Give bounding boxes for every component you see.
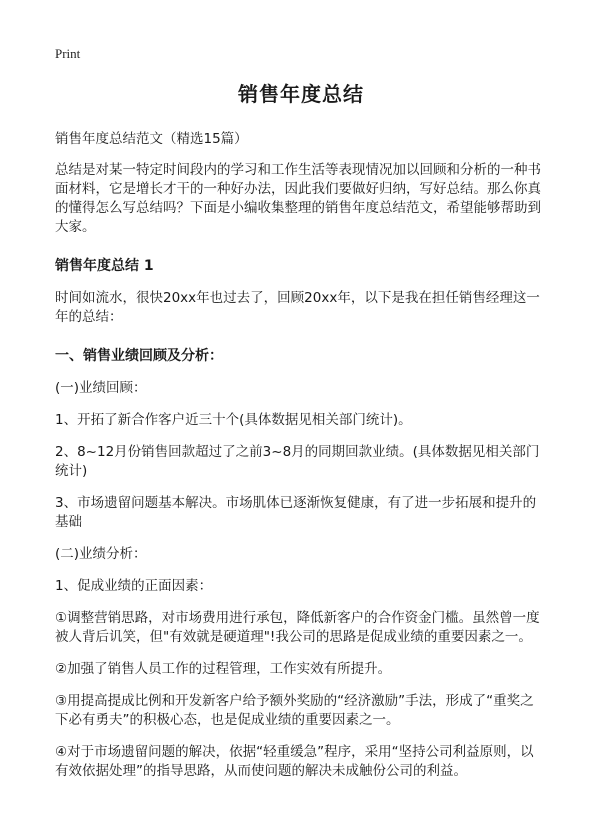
document-title: 销售年度总结 — [238, 82, 364, 106]
paragraph-3: 3、市场遗留问题基本解决。市场肌体已逐渐恢复健康，有了进一步拓展和提升的基础 — [55, 495, 537, 530]
intro-paragraph: 总结是对某一特定时间段内的学习和工作生活等表现情况加以回顾和分析的一种书面材料，它是增长才干的一种好办法，因此我们要做好归纳，写好总结。那么你真的懂得怎么写总结吗？下面是小编收集整理的销售年度总结范文，希望能够帮助到大家。 — [55, 162, 541, 235]
paragraph-9: ④对于市场遗留问题的解决，依据“轻重缓急”程序，采用“坚持公司利益原则，以有效依据处理”的指导思路，从而使问题的解决未成触份公司的利益。 — [55, 744, 534, 779]
section-heading: 销售年度总结 1 — [55, 258, 154, 274]
document-content — [55, 78, 547, 794]
paragraph-1: 1、开拓了新合作客户近三十个(具体数据见相关部门统计)。 — [55, 412, 412, 428]
paragraph-8: ③用提高提成比例和开发新客户给予额外奖励的“经济激励”手法，形成了“重奖之下必有勇夫”的积极心态，也是促成业绩的重要因素之一。 — [55, 693, 534, 728]
print-link[interactable]: Print — [55, 46, 81, 61]
paragraph-4: (二)业绩分析： — [55, 546, 147, 562]
opening-paragraph: 时间如流水，很快20xx年也过去了，回顾20xx年，以下是我在担任销售经理这一年的总结： — [55, 290, 540, 325]
paragraph-6: ①调整营销思路，对市场费用进行承包，降低新客户的合作资金门槛。虽然曾一度被人背后讥笑，但"有效就是硬道理"!我公司的思路是促成业绩的重要因素之一。 — [55, 610, 540, 645]
paragraph-0: (一)业绩回顾： — [55, 380, 147, 396]
paragraph-2: 2、8~12月份销售回款超过了之前3~8月的同期回款业绩。(具体数据见相关部门统计) — [55, 444, 540, 479]
paragraph-7: ②加强了销售人员工作的过程管理，工作实效有所提升。 — [55, 661, 392, 677]
paragraph-5: 1、促成业绩的正面因素： — [55, 578, 213, 594]
document-subtitle: 销售年度总结范文（精选15篇） — [55, 131, 248, 147]
part-heading: 一、销售业绩回顾及分析： — [55, 348, 223, 364]
